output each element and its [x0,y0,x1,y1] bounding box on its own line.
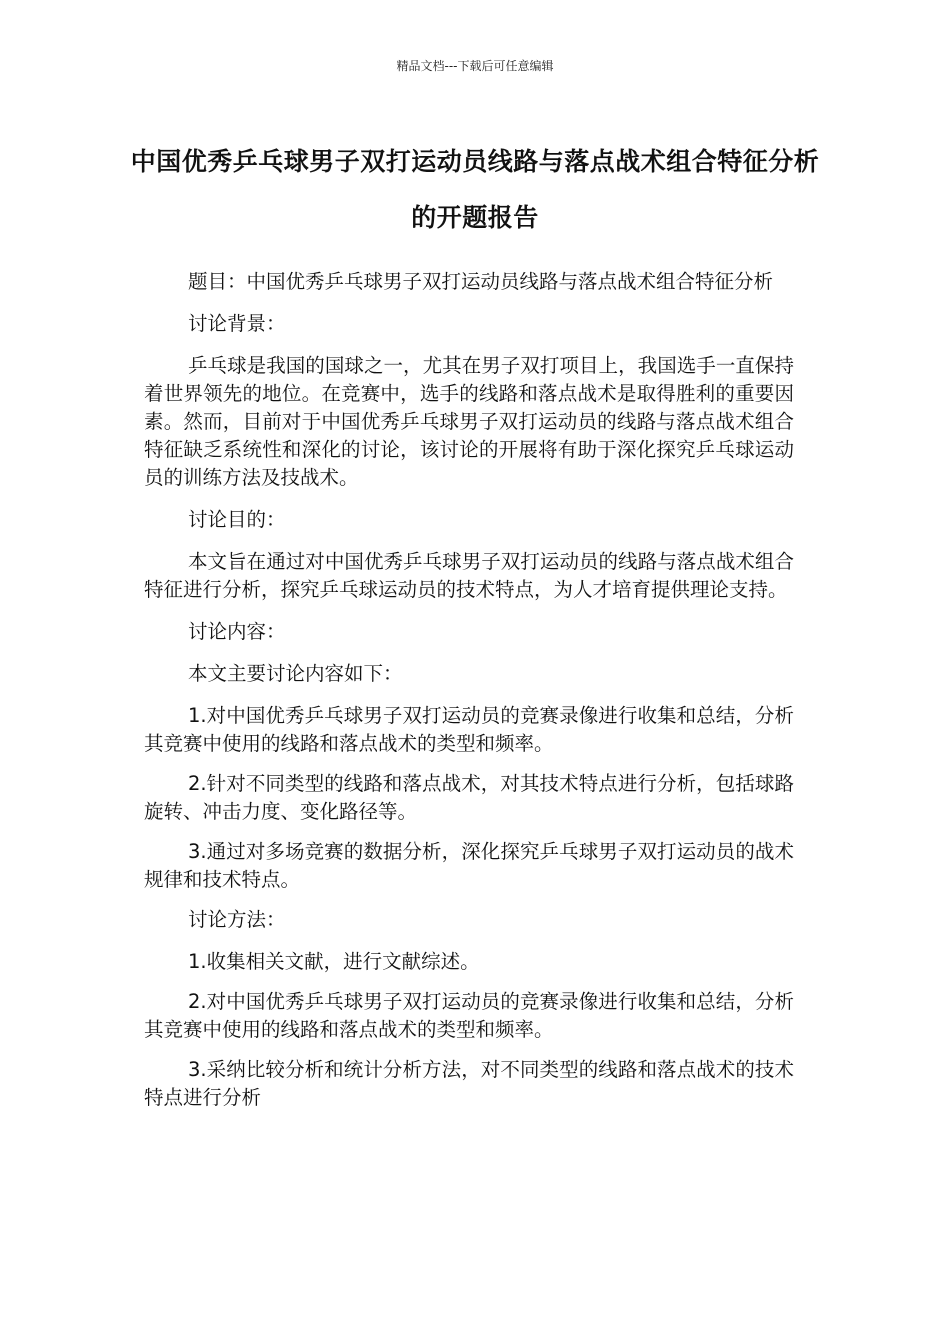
content-intro: 本文主要讨论内容如下： [188,662,403,685]
content-item: 1.对中国优秀乒乓球男子双打运动员的竞赛录像进行收集和总结，分析其竞赛中使用的线路和落点战术的类型和频率。 [144,704,794,755]
purpose-heading: 讨论目的： [188,508,286,531]
method-heading: 讨论方法： [188,908,286,931]
background-paragraph: 乒乓球是我国的国球之一，尤其在男子双打项目上，我国选手一直保持着世界领先的地位。在竞赛中，选手的线路和落点战术是取得胜利的重要因素。然而，目前对于中国优秀乒乓球男子双打运动员的线路与落点战术组合特征缺乏系统性和深化的讨论，该讨论的开展将有助于深化探究乒乓球运动员的训练方法及技战术。 [144,354,794,489]
document-title: 中国优秀乒乓球男子双打运动员线路与落点战术组合特征分析的开题报告 [130,147,820,232]
method-item: 3.采纳比较分析和统计分析方法，对不同类型的线路和落点战术的技术特点进行分析 [144,1058,794,1109]
method-item: 2.对中国优秀乒乓球男子双打运动员的竞赛录像进行收集和总结，分析其竞赛中使用的线路和落点战术的类型和频率。 [144,990,794,1041]
method-item: 1.收集相关文献，进行文献综述。 [188,950,480,973]
document-body [144,268,794,1124]
content-item: 3.通过对多场竞赛的数据分析，深化探究乒乓球男子双打运动员的战术规律和技术特点。 [144,840,794,891]
topic-paragraph: 题目：中国优秀乒乓球男子双打运动员线路与落点战术组合特征分析 [188,270,774,293]
purpose-paragraph: 本文旨在通过对中国优秀乒乓球男子双打运动员的线路与落点战术组合特征进行分析，探究乒乓球运动员的技术特点，为人才培育提供理论支持。 [144,550,794,601]
header-note: 精品文档---下载后可任意编辑 [396,59,554,73]
content-item: 2.针对不同类型的线路和落点战术，对其技术特点进行分析，包括球路旋转、冲击力度、变化路径等。 [144,772,794,823]
content-heading: 讨论内容： [188,620,286,643]
background-heading: 讨论背景： [188,312,286,335]
